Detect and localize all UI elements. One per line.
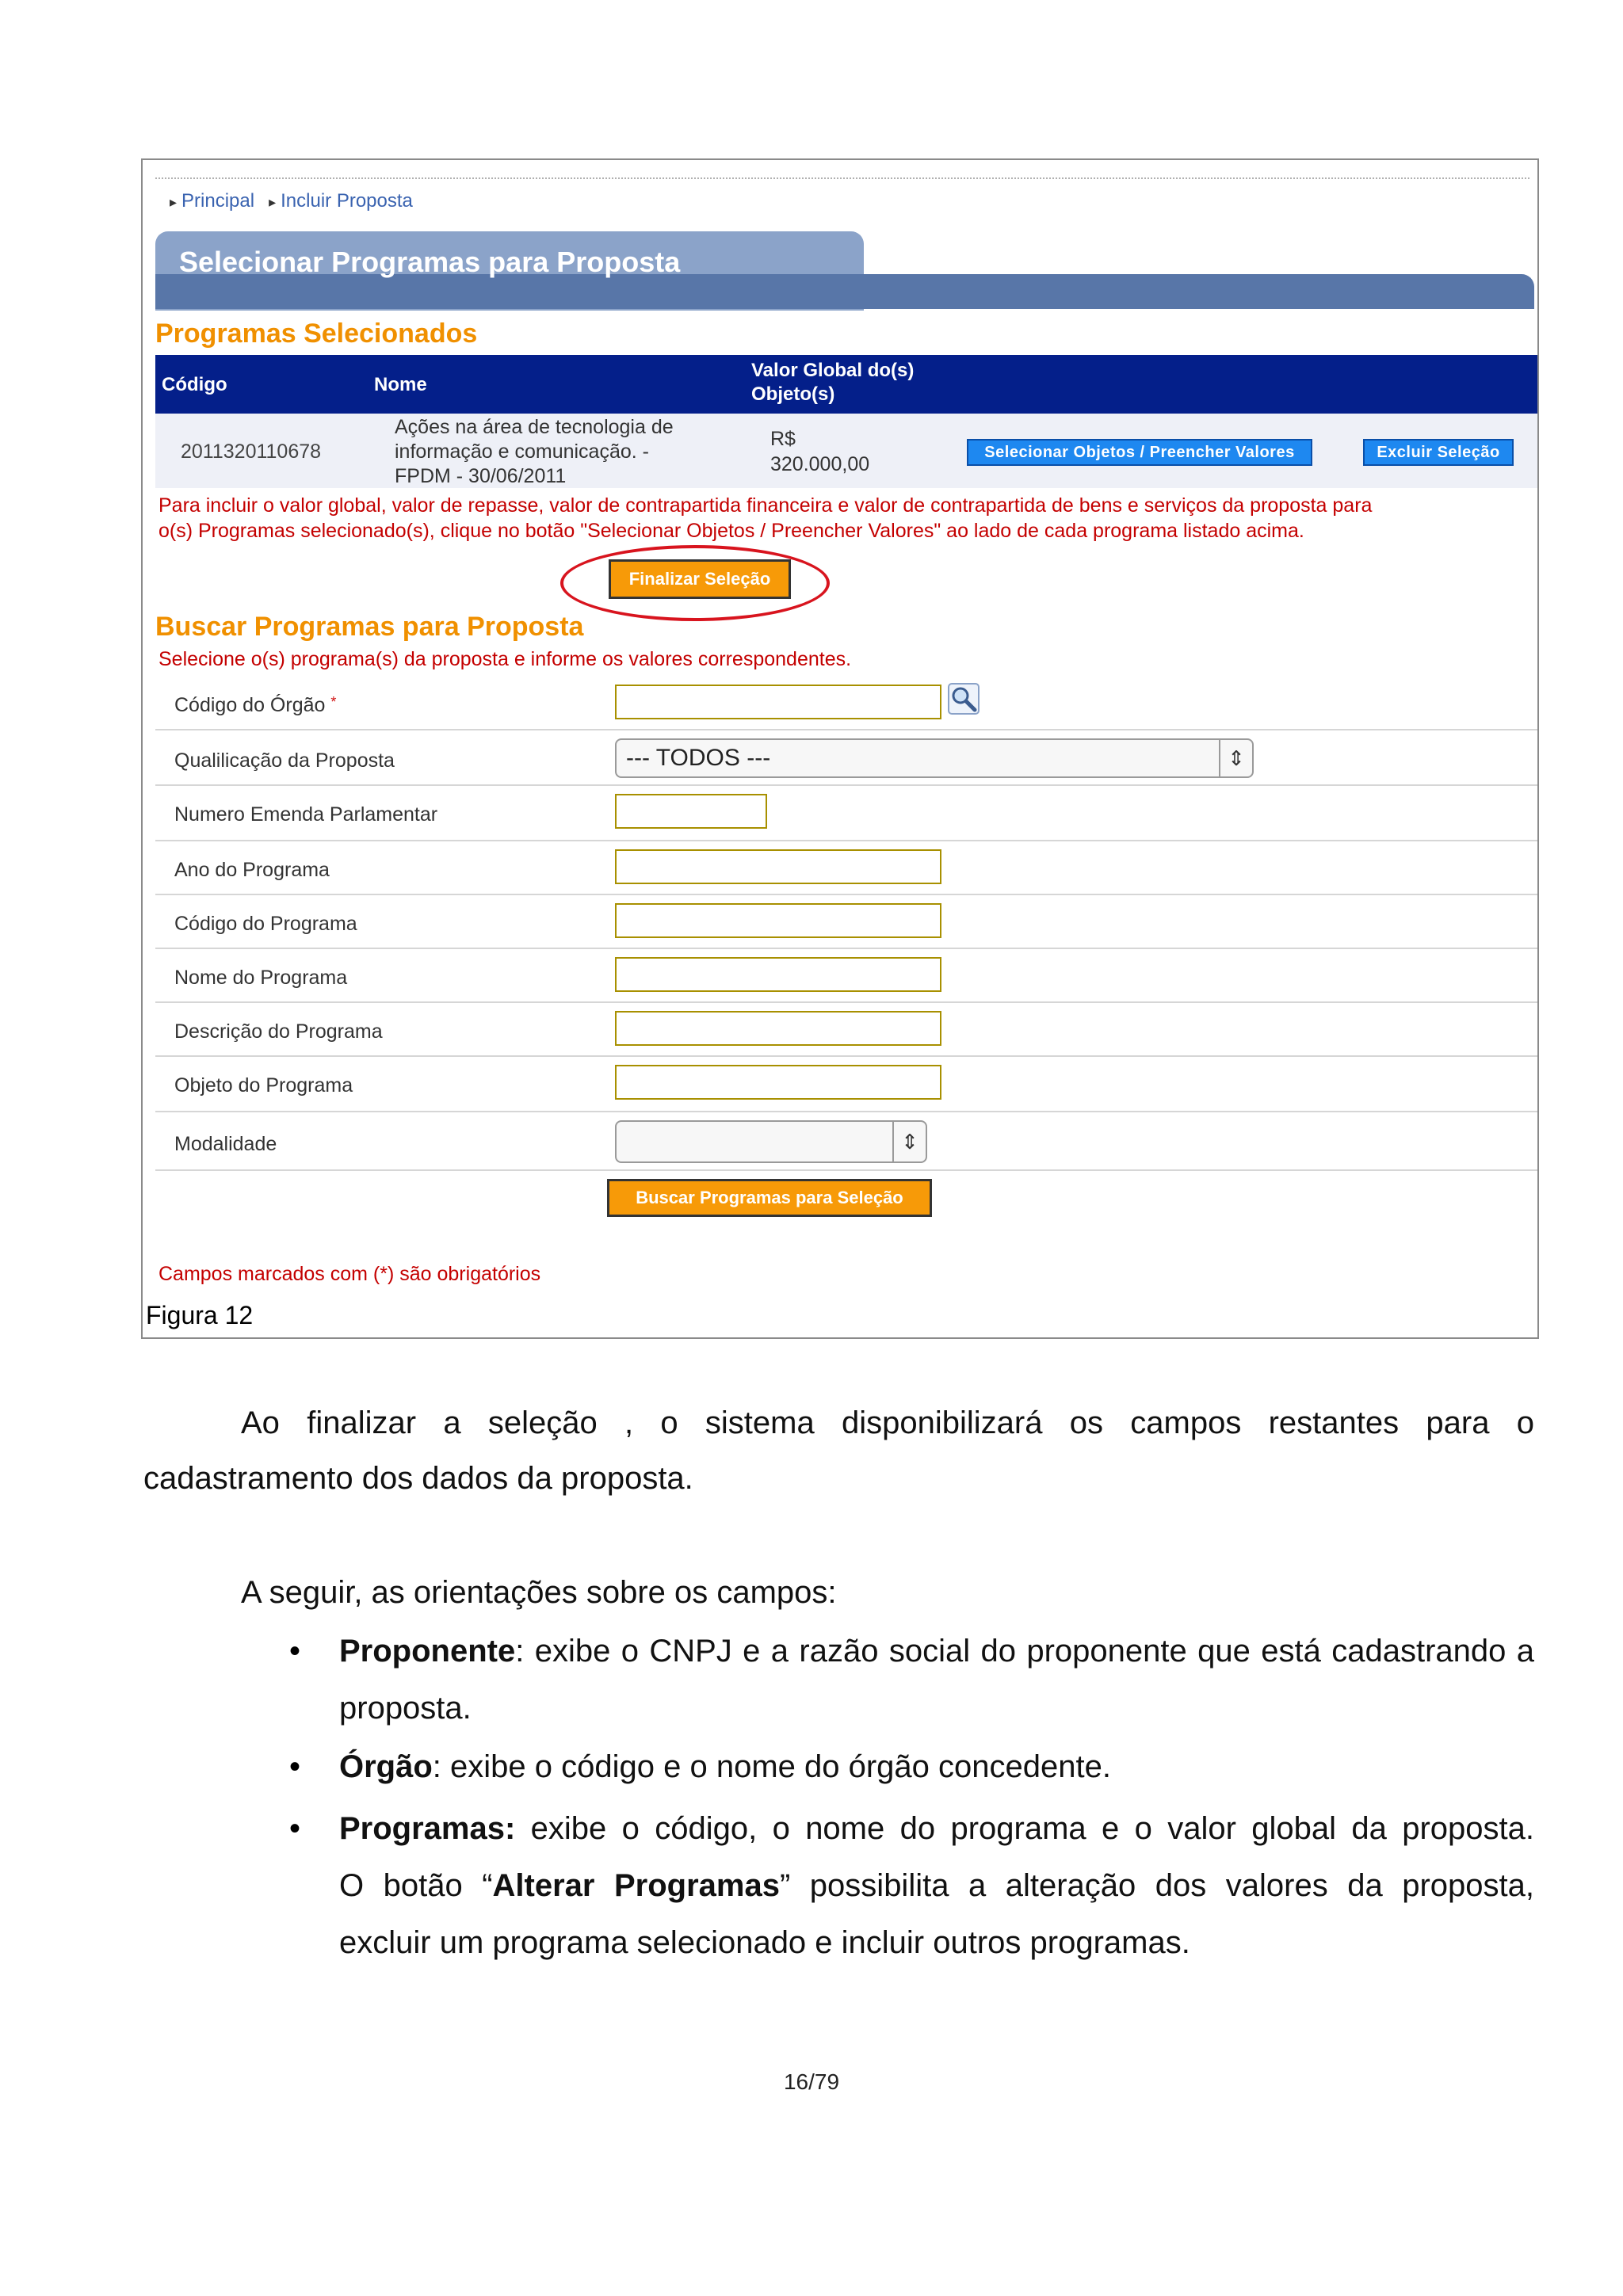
bullet-3-term: Programas: — [339, 1811, 516, 1846]
emenda-input[interactable] — [615, 794, 767, 829]
bullet-2-marker: • — [289, 1749, 301, 1784]
paragraph-1-line2: cadastramento dos dados da proposta. — [143, 1461, 693, 1496]
col-nome: Nome — [374, 374, 427, 395]
descricao-programa-input[interactable] — [615, 1011, 941, 1046]
required-fields-note: Campos marcados com (*) são obrigatórios — [158, 1263, 541, 1285]
selected-note-line1: Para incluir o valor global, valor de repasse, valor de contrapartida financeira e valor de contrapartida de bens e serviços da proposta para — [158, 494, 1373, 517]
row-emenda — [155, 786, 1537, 841]
row-valor-currency: R$ — [770, 428, 796, 450]
bullet-3-text: exibe o código, o nome do programa e o valor global da proposta. — [515, 1811, 1534, 1846]
row-nome — [395, 415, 674, 489]
bullet-3-line2-a: O botão “ — [339, 1868, 493, 1903]
row-descricao-programa — [155, 1003, 1537, 1057]
page-title-bar — [155, 231, 1534, 309]
table-row — [155, 414, 1537, 488]
bullet-1-term: Proponente — [339, 1634, 516, 1669]
col-valor-line1: Valor Global do(s) — [751, 360, 915, 381]
col-valor-line2: Objeto(s) — [751, 383, 835, 405]
paragraph-1-line1: Ao finalizar a seleção , o sistema disponibilizará os campos restantes para o — [241, 1405, 1534, 1440]
bullet-1-text: : exibe o CNPJ e a razão social do proponente que está cadastrando a — [515, 1634, 1534, 1669]
label-qualificacao: Qualilicação da Proposta — [174, 749, 395, 772]
select-objects-button[interactable]: Selecionar Objetos / Preencher Valores — [967, 439, 1312, 466]
search-instruction: Selecione o(s) programa(s) da proposta e informe os valores correspondentes. — [158, 648, 852, 670]
bullet-3-line3: excluir um programa selecionado e incluir outros programas. — [339, 1925, 1190, 1960]
row-nome-programa — [155, 949, 1537, 1003]
required-mark: * — [330, 694, 337, 710]
figure-screenshot — [141, 158, 1539, 1339]
nome-programa-input[interactable] — [615, 957, 941, 992]
row-codigo-orgao — [155, 677, 1537, 730]
search-icon[interactable] — [948, 683, 980, 715]
row-valor — [770, 426, 869, 477]
delete-selection-button[interactable]: Excluir Seleção — [1363, 439, 1514, 466]
page-number: 16/79 — [783, 2069, 840, 2094]
selected-programs-heading: Programas Selecionados — [155, 318, 478, 349]
row-codigo-programa — [155, 895, 1537, 949]
highlight-ellipse — [560, 545, 830, 621]
modalidade-select[interactable] — [615, 1120, 927, 1163]
breadcrumb-divider — [155, 177, 1529, 179]
breadcrumb-principal[interactable]: ▸ Principal — [170, 190, 254, 212]
label-codigo-orgao — [174, 694, 336, 717]
title-band — [155, 274, 1534, 309]
row-valor-amount: 320.000,00 — [770, 453, 870, 475]
label-descricao-programa: Descrição do Programa — [174, 1020, 383, 1043]
breadcrumb — [170, 190, 413, 212]
label-ano: Ano do Programa — [174, 859, 330, 881]
bullet-1-marker: • — [289, 1634, 301, 1669]
selected-note-line2: o(s) Programas selecionado(s), clique no botão "Selecionar Objetos / Preencher Valores" ao lado de cada programa listado acima. — [158, 520, 1304, 542]
label-emenda: Numero Emenda Parlamentar — [174, 803, 438, 826]
paragraph-2: A seguir, as orientações sobre os campos: — [241, 1575, 837, 1610]
bullet-2-term: Órgão — [339, 1749, 433, 1784]
row-nome-line3: FPDM - 30/06/2011 — [395, 465, 567, 487]
bullet-2 — [339, 1738, 1111, 1795]
bullet-3 — [339, 1800, 1534, 1971]
codigo-orgao-input[interactable] — [615, 685, 941, 719]
row-ano — [155, 841, 1537, 895]
objeto-programa-input[interactable] — [615, 1065, 941, 1100]
chevron-updown-icon: ⇕ — [892, 1122, 926, 1161]
figure-caption: Figura 12 — [146, 1301, 254, 1329]
search-programs-heading: Buscar Programas para Proposta — [155, 612, 584, 642]
label-codigo-programa: Código do Programa — [174, 913, 357, 935]
col-codigo: Código — [162, 374, 227, 395]
finalize-selection-button[interactable]: Finalizar Seleção — [609, 559, 791, 599]
row-qualificacao — [155, 730, 1537, 786]
label-objeto-programa: Objeto do Programa — [174, 1074, 353, 1097]
selected-table-header — [155, 355, 1537, 414]
row-nome-line2: informação e comunicação. - — [395, 441, 649, 463]
row-nome-line1: Ações na área de tecnologia de — [395, 416, 674, 438]
label-nome-programa: Nome do Programa — [174, 967, 348, 989]
bullet-3-marker: • — [289, 1811, 301, 1846]
row-objeto-programa — [155, 1057, 1537, 1112]
page-title: Selecionar Programas para Proposta — [179, 246, 681, 278]
row-codigo: 2011320110678 — [181, 441, 322, 463]
bullet-3-line2-b: ” possibilita a alteração dos valores da proposta, — [779, 1868, 1534, 1903]
qualificacao-select[interactable] — [615, 738, 1254, 778]
bullet-3-line2-term: Alterar Programas — [492, 1868, 780, 1903]
codigo-programa-input[interactable] — [615, 903, 941, 938]
label-modalidade: Modalidade — [174, 1133, 277, 1155]
bullet-1-text-line2: proposta. — [339, 1691, 472, 1726]
ano-input[interactable] — [615, 849, 941, 884]
qualificacao-selected-value: --- TODOS --- — [626, 745, 771, 771]
selected-note — [158, 493, 1372, 543]
breadcrumb-incluir-proposta[interactable]: ▸ Incluir Proposta — [269, 190, 413, 212]
chevron-updown-icon: ⇕ — [1219, 740, 1252, 776]
bullet-2-text: : exibe o código e o nome do órgão concedente. — [432, 1749, 1111, 1784]
bullet-1 — [339, 1623, 1534, 1737]
search-programs-button[interactable]: Buscar Programas para Seleção — [607, 1179, 932, 1217]
row-modalidade — [155, 1112, 1537, 1171]
label-codigo-orgao-text: Código do Órgão — [174, 694, 326, 716]
